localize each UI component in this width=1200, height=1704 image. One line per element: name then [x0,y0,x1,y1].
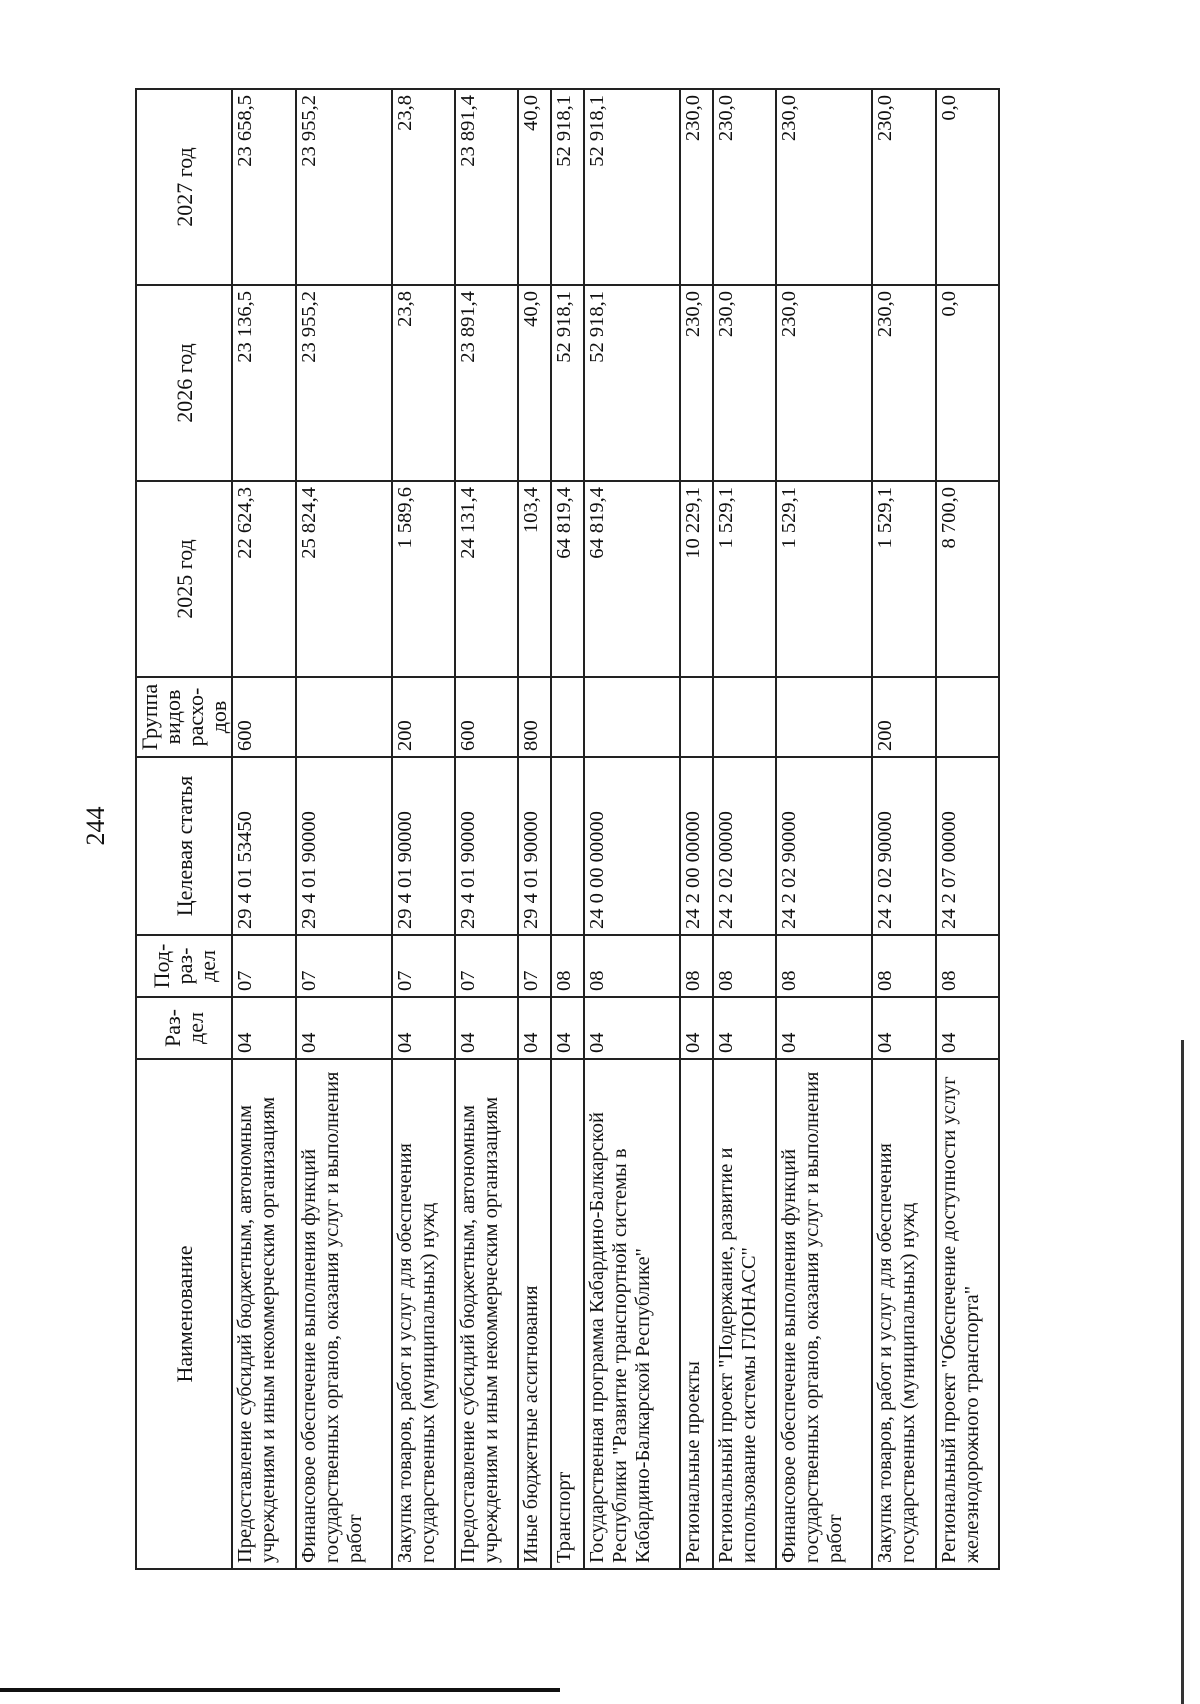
row-expense-group: 800 [518,677,551,757]
row-subsection: 08 [584,935,680,997]
table-row [584,89,680,1569]
row-name: Предоставление субсидий бюджетным, автономным учреждениям и иным некоммерческим организациям [455,1059,518,1569]
row-value-2026: 0,0 [936,285,999,481]
table-row [518,89,551,1569]
row-value-2026: 230,0 [713,285,776,481]
table-row [232,89,295,1569]
row-value-2026: 52 918,1 [551,285,584,481]
row-target-article: 24 2 02 90000 [776,757,872,935]
row-value-2025: 1 589,6 [392,481,455,677]
row-value-2026: 52 918,1 [584,285,680,481]
header-row [136,89,232,1569]
row-expense-group: 600 [455,677,518,757]
row-name: Иные бюджетные ассигнования [518,1059,551,1569]
row-value-2026: 23 955,2 [296,285,392,481]
row-expense-group [680,677,713,757]
row-value-2025: 24 131,4 [455,481,518,677]
row-section: 04 [455,997,518,1059]
row-target-article [551,757,584,935]
rotated-table-container [135,90,1000,1570]
row-name: Финансовое обеспечение выполнения функций государственных органов, оказания услуг и выполнения работ [776,1059,872,1569]
row-section: 04 [776,997,872,1059]
row-subsection: 08 [776,935,872,997]
header-expense-group: Группа видов расхо-дов [136,677,232,757]
row-expense-group: 200 [392,677,455,757]
table-row [551,89,584,1569]
row-subsection: 08 [872,935,935,997]
row-value-2025: 8 700,0 [936,481,999,677]
row-target-article: 29 4 01 90000 [392,757,455,935]
row-value-2027: 230,0 [776,89,872,285]
row-target-article: 29 4 01 53450 [232,757,295,935]
row-subsection: 07 [296,935,392,997]
row-value-2025: 64 819,4 [584,481,680,677]
header-2027: 2027 год [136,89,232,285]
row-value-2026: 23,8 [392,285,455,481]
row-section: 04 [518,997,551,1059]
header-target-article: Целевая статья [136,757,232,935]
row-subsection: 08 [713,935,776,997]
row-value-2027: 52 918,1 [551,89,584,285]
row-value-2027: 23 658,5 [232,89,295,285]
row-expense-group [584,677,680,757]
row-expense-group [713,677,776,757]
row-expense-group [936,677,999,757]
row-target-article: 24 2 00 00000 [680,757,713,935]
row-value-2026: 230,0 [872,285,935,481]
row-expense-group [296,677,392,757]
row-subsection: 07 [392,935,455,997]
row-value-2025: 103,4 [518,481,551,677]
row-value-2027: 230,0 [872,89,935,285]
table-row [455,89,518,1569]
table-row [936,89,999,1569]
row-value-2026: 40,0 [518,285,551,481]
row-subsection: 07 [518,935,551,997]
table-row [713,89,776,1569]
row-value-2027: 23 955,2 [296,89,392,285]
scan-right-edge [1181,1040,1184,1704]
row-value-2027: 52 918,1 [584,89,680,285]
row-value-2025: 22 624,3 [232,481,295,677]
row-section: 04 [232,997,295,1059]
row-name: Региональный проект "Обеспечение доступности услуг железнодорожного транспорта" [936,1059,999,1569]
row-name: Государственная программа Кабардино-Балкарской Республики "Развитие транспортной системы в Кабардино-Балкарской Республике" [584,1059,680,1569]
row-target-article: 24 2 02 00000 [713,757,776,935]
page-number: 244 [81,806,110,846]
row-target-article: 24 2 02 90000 [872,757,935,935]
row-value-2025: 1 529,1 [872,481,935,677]
row-section: 04 [551,997,584,1059]
row-expense-group: 200 [872,677,935,757]
row-target-article: 29 4 01 90000 [455,757,518,935]
budget-table [135,88,1000,1570]
row-subsection: 07 [232,935,295,997]
row-value-2025: 1 529,1 [713,481,776,677]
scan-bottom-line [0,1688,560,1692]
row-subsection: 07 [455,935,518,997]
row-value-2027: 0,0 [936,89,999,285]
row-section: 04 [713,997,776,1059]
row-value-2025: 1 529,1 [776,481,872,677]
header-name: Наименование [136,1059,232,1569]
row-expense-group [551,677,584,757]
row-value-2026: 230,0 [680,285,713,481]
header-2026: 2026 год [136,285,232,481]
row-value-2025: 64 819,4 [551,481,584,677]
row-value-2026: 23 136,5 [232,285,295,481]
row-name: Предоставление субсидий бюджетным, автономным учреждениям и иным некоммерческим организациям [232,1059,295,1569]
row-section: 04 [936,997,999,1059]
row-target-article: 29 4 01 90000 [518,757,551,935]
row-name: Региональный проект "Подержание, развитие и использование системы ГЛОНАСС" [713,1059,776,1569]
row-subsection: 08 [936,935,999,997]
row-section: 04 [872,997,935,1059]
row-target-article: 29 4 01 90000 [296,757,392,935]
header-section: Раз-дел [136,997,232,1059]
row-section: 04 [296,997,392,1059]
header-subsection: Под-раз-дел [136,935,232,997]
row-name: Региональные проекты [680,1059,713,1569]
row-subsection: 08 [551,935,584,997]
row-value-2027: 23,8 [392,89,455,285]
table-row [296,89,392,1569]
row-value-2027: 40,0 [518,89,551,285]
row-name: Закупка товаров, работ и услуг для обеспечения государственных (муниципальных) нужд [872,1059,935,1569]
table-row [776,89,872,1569]
row-value-2025: 25 824,4 [296,481,392,677]
row-section: 04 [584,997,680,1059]
row-expense-group [776,677,872,757]
header-2025: 2025 год [136,481,232,677]
row-value-2026: 230,0 [776,285,872,481]
row-value-2025: 10 229,1 [680,481,713,677]
row-expense-group: 600 [232,677,295,757]
row-name: Закупка товаров, работ и услуг для обеспечения государственных (муниципальных) нужд [392,1059,455,1569]
table-row [680,89,713,1569]
row-section: 04 [392,997,455,1059]
row-section: 04 [680,997,713,1059]
row-target-article: 24 2 07 00000 [936,757,999,935]
row-value-2027: 230,0 [680,89,713,285]
table-row [392,89,455,1569]
row-value-2027: 23 891,4 [455,89,518,285]
row-value-2026: 23 891,4 [455,285,518,481]
row-name: Транспорт [551,1059,584,1569]
table-row [872,89,935,1569]
row-target-article: 24 0 00 00000 [584,757,680,935]
row-name: Финансовое обеспечение выполнения функций государственных органов, оказания услуг и выполнения работ [296,1059,392,1569]
row-subsection: 08 [680,935,713,997]
row-value-2027: 230,0 [713,89,776,285]
